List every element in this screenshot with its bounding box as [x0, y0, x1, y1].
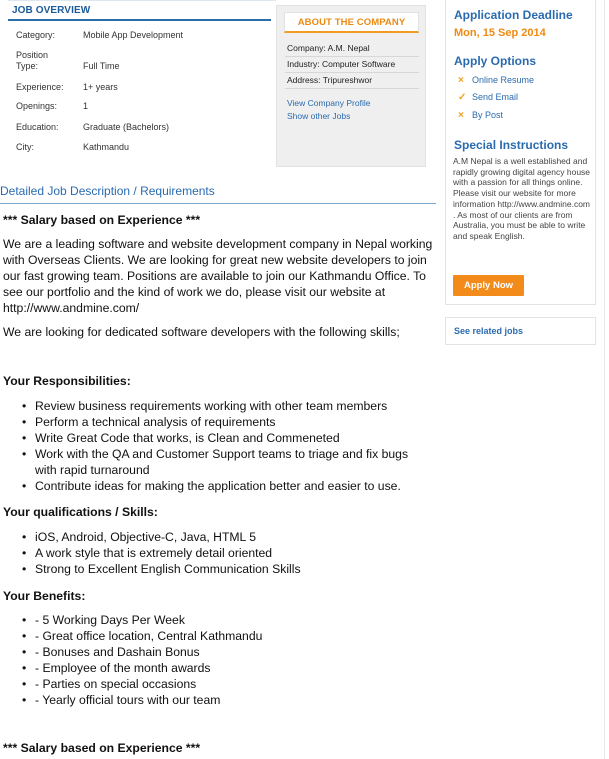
deadline-heading: Application Deadline — [454, 8, 573, 22]
responsibilities-heading: Your Responsibilities: — [3, 374, 131, 388]
overview-value: Mobile App Development — [83, 30, 184, 40]
overview-label: Education: — [16, 122, 59, 132]
overview-value: Kathmandu — [83, 142, 130, 152]
job-overview-heading: JOB OVERVIEW — [8, 1, 271, 21]
overview-value: 1 — [83, 101, 89, 111]
qualifications-list — [22, 529, 442, 577]
apply-option-online-resume[interactable] — [458, 75, 534, 86]
overview-value: Full Time — [83, 61, 120, 71]
overview-label: Position Type: — [16, 50, 49, 71]
list-item: • iOS, Android, Objective-C, Java, HTML 5 — [22, 529, 442, 545]
divider — [285, 72, 419, 73]
overview-label: Category: — [16, 30, 56, 40]
apply-option-send-email[interactable] — [458, 92, 518, 103]
apply-option-label: By Post — [472, 110, 504, 120]
salary-note-bottom: *** Salary based on Experience *** — [3, 741, 201, 755]
benefits-heading: Your Benefits: — [3, 589, 86, 603]
apply-option-by-post[interactable] — [458, 110, 503, 121]
overview-label: Experience: — [16, 82, 64, 92]
company-industry: Industry: Computer Software — [287, 59, 396, 69]
list-item: • - 5 Working Days Per Week — [22, 612, 442, 628]
check-icon: ✓ — [458, 92, 467, 103]
list-item: • Contribute ideas for making the application better and easier to use. — [22, 478, 442, 494]
show-other-jobs-link[interactable]: Show other Jobs — [287, 111, 351, 121]
divider — [285, 88, 419, 89]
company-address: Address: Tripureshwor — [287, 75, 373, 85]
special-instructions-heading: Special Instructions — [454, 138, 569, 152]
about-company-panel — [276, 5, 426, 167]
list-item: • Write Great Code that works, is Clean and Commeneted — [22, 430, 442, 446]
divider — [285, 56, 419, 57]
see-related-jobs-link[interactable]: See related jobs — [454, 326, 524, 336]
special-instructions-text: A.M Nepal is a well established and rapidly growing digital agency house with a passion for all things online. Please visit our website for more information http://www.andmine.com . As most of our clients are from Australia, you must be able to write and speak English. — [453, 156, 591, 241]
view-company-profile-link[interactable]: View Company Profile — [287, 98, 371, 108]
about-company-heading: ABOUT THE COMPANY — [284, 12, 419, 33]
overview-label: Openings: — [16, 101, 58, 111]
skills-intro: We are looking for dedicated software developers with the following skills; — [3, 325, 400, 339]
overview-value: Graduate (Bachelors) — [83, 122, 170, 132]
overview-label: City: — [16, 142, 34, 152]
list-item: • Strong to Excellent English Communication Skills — [22, 561, 442, 577]
list-item: • Work with the QA and Customer Support teams to triage and fix bugs with rapid turnaround — [22, 446, 412, 478]
list-item: • - Bonuses and Dashain Bonus — [22, 644, 442, 660]
qualifications-heading: Your qualifications / Skills: — [3, 505, 158, 519]
list-item: • - Employee of the month awards — [22, 660, 442, 676]
salary-note-top: *** Salary based on Experience *** — [3, 213, 201, 227]
list-item: • - Parties on special occasions — [22, 676, 442, 692]
company-intro: We are a leading software and website development company in Nepal working with Overseas Clients. We are looking for great new website developers to join our fast growing team. Positions are available to join our Kathmandu Office. To see our portfolio and the kind of work we do, please visit our website at http://www.andmine.com/ — [3, 237, 433, 315]
company-name: Company: A.M. Nepal — [287, 43, 370, 53]
benefits-list — [22, 612, 442, 708]
divider — [0, 203, 436, 204]
x-icon: × — [458, 110, 464, 121]
x-icon: × — [458, 75, 464, 86]
list-item: • A work style that is extremely detail oriented — [22, 545, 442, 561]
deadline-date: Mon, 15 Sep 2014 — [454, 27, 546, 39]
apply-option-label: Send Email — [472, 92, 519, 102]
overview-value: 1+ years — [83, 82, 118, 92]
list-item: • - Yearly official tours with our team — [22, 692, 442, 708]
page-divider — [604, 0, 605, 759]
apply-options-heading: Apply Options — [454, 54, 536, 68]
related-jobs-box — [445, 317, 596, 345]
list-item: • Perform a technical analysis of requirements — [22, 414, 442, 430]
list-item: • - Great office location, Central Kathmandu — [22, 628, 442, 644]
apply-now-button[interactable]: Apply Now — [453, 275, 524, 296]
responsibilities-list — [22, 398, 442, 494]
detailed-description-heading: Detailed Job Description / Requirements — [0, 184, 215, 198]
list-item: • Review business requirements working with other team members — [22, 398, 442, 414]
application-sidebar — [445, 0, 596, 305]
job-overview-panel — [8, 0, 276, 168]
apply-option-label: Online Resume — [472, 75, 535, 85]
